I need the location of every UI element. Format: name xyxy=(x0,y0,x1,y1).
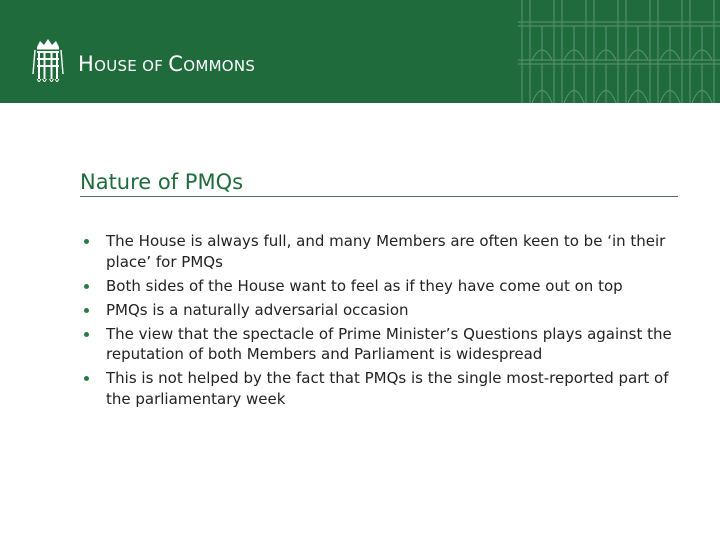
bullet-item xyxy=(80,276,680,297)
bullet-text: Both sides of the House want to feel as if they have come out on top xyxy=(106,276,623,295)
bullet-dot-icon xyxy=(84,332,89,337)
portcullis-logo-icon xyxy=(32,38,64,82)
bullet-dot-icon xyxy=(84,376,89,381)
bullet-text: This is not helped by the fact that PMQs is the single most-reported part of the parliamentary week xyxy=(106,369,669,408)
house-of-commons-wordmark: HOUSE OF COMMONS xyxy=(78,52,256,76)
bullet-item xyxy=(80,368,680,409)
bullet-dot-icon xyxy=(84,284,89,289)
header-banner xyxy=(0,0,720,103)
bullet-item xyxy=(80,324,680,365)
bullet-text: The House is always full, and many Members are often keen to be ‘in their place’ for PMQs xyxy=(106,232,666,271)
bullet-text: PMQs is a naturally adversarial occasion xyxy=(106,300,409,319)
slide-title: Nature of PMQs xyxy=(80,170,244,194)
bullet-dot-icon xyxy=(84,308,89,313)
bullet-text: The view that the spectacle of Prime Minister’s Questions plays against the reputation of both Members and Parliament is widespread xyxy=(106,324,672,363)
bullet-list xyxy=(80,231,680,413)
title-underline xyxy=(80,196,678,197)
bullet-item xyxy=(80,231,680,272)
bullet-dot-icon xyxy=(84,239,89,244)
bullet-item xyxy=(80,300,680,321)
gothic-facade-decoration xyxy=(518,0,720,103)
